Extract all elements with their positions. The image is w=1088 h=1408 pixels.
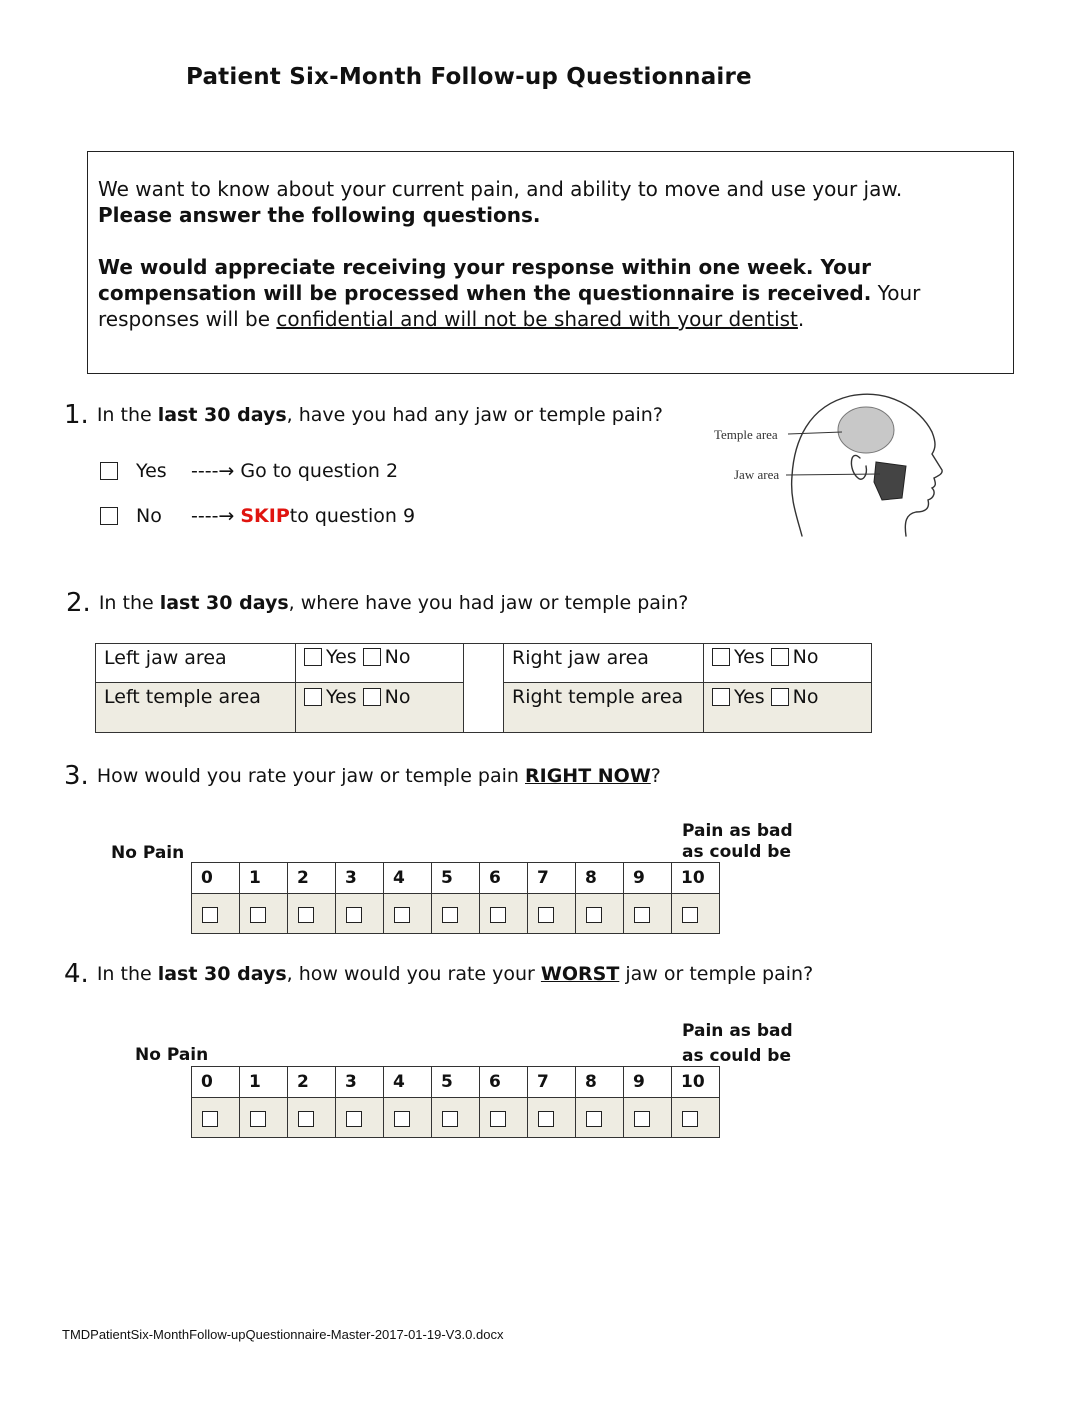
scale-cell (480, 894, 528, 934)
scale-value: 9 (624, 1067, 672, 1098)
question-text-pre: In the (98, 592, 160, 614)
response-deadline-text: We would appreciate receiving your response within one week. Your compensation will be processed when the questionnaire is received. (98, 255, 872, 305)
question-number: 3. (64, 761, 89, 791)
option-instruction: to question 9 (289, 505, 416, 527)
skip-label: SKIP (240, 505, 290, 527)
question-text-post: ? (650, 765, 661, 787)
left-temple-no-checkbox[interactable] (363, 688, 381, 706)
q4-no-pain-label: No Pain (135, 1045, 209, 1065)
scale-value: 10 (672, 1067, 720, 1098)
scale-value: 8 (576, 863, 624, 894)
rating-checkbox[interactable] (586, 907, 602, 923)
question-text-bold: last 30 days (159, 592, 289, 614)
question-text-post: jaw or temple pain? (619, 963, 814, 985)
question-text-pre: In the (96, 963, 158, 985)
rating-checkbox[interactable] (682, 1111, 698, 1127)
right-jaw-no-checkbox[interactable] (771, 648, 789, 666)
yes-label: Yes (734, 646, 765, 668)
scale-value: 4 (384, 1067, 432, 1098)
scale-numbers-row (192, 863, 720, 894)
question-text-pre: In the (96, 404, 158, 426)
yes-label: Yes (326, 686, 357, 708)
option-instruction: Go to question 2 (240, 460, 399, 482)
rating-checkbox[interactable] (634, 907, 650, 923)
scale-value: 7 (528, 863, 576, 894)
q3-worst-pain-label (682, 821, 793, 863)
question-number: 1. (64, 400, 89, 430)
question-text-post: , where have you had jaw or temple pain? (288, 592, 689, 614)
scale-cell (240, 894, 288, 934)
rating-checkbox[interactable] (298, 907, 314, 923)
table-row (96, 644, 872, 683)
left-temple-yes-checkbox[interactable] (304, 688, 322, 706)
q3-pain-scale (191, 862, 720, 934)
scale-value: 3 (336, 863, 384, 894)
temple-area-label: Temple area (714, 427, 778, 442)
question-1 (64, 400, 663, 430)
question-number: 4. (64, 959, 89, 989)
scale-value: 0 (192, 1067, 240, 1098)
left-jaw-no-checkbox[interactable] (363, 648, 381, 666)
rating-checkbox[interactable] (250, 1111, 266, 1127)
worst-pain-label-line-2: as could be (682, 842, 791, 862)
left-jaw-area-answer (296, 644, 464, 683)
scale-cell (288, 894, 336, 934)
scale-cell (576, 894, 624, 934)
no-label: No (792, 646, 819, 668)
rating-checkbox[interactable] (442, 907, 458, 923)
scale-cell (480, 1098, 528, 1138)
scale-value: 1 (240, 863, 288, 894)
scale-cell (384, 1098, 432, 1138)
rating-checkbox[interactable] (442, 1111, 458, 1127)
scale-checkbox-row (192, 894, 720, 934)
scale-value: 6 (480, 1067, 528, 1098)
q1-no-checkbox[interactable] (100, 507, 118, 525)
left-temple-area-answer (296, 683, 464, 733)
scale-value: 6 (480, 863, 528, 894)
question-text (97, 765, 661, 787)
scale-value: 10 (672, 863, 720, 894)
rating-checkbox[interactable] (202, 1111, 218, 1127)
scale-checkbox-row (192, 1098, 720, 1138)
scale-cell (336, 894, 384, 934)
option-label: No (136, 505, 162, 527)
arrow-icon: ----→ (191, 460, 235, 482)
scale-cell (576, 1098, 624, 1138)
question-text-emphasis: RIGHT NOW (525, 765, 651, 787)
scale-value: 4 (384, 863, 432, 894)
instructions-paragraph-1 (98, 176, 1003, 228)
rating-checkbox[interactable] (394, 1111, 410, 1127)
left-temple-area-label: Left temple area (96, 683, 296, 733)
yes-label: Yes (734, 686, 765, 708)
document-filename: TMDPatientSix-MonthFollow-upQuestionnaire-Master-2017-01-19-V3.0.docx (62, 1327, 504, 1342)
scale-value: 2 (288, 1067, 336, 1098)
question-4 (64, 959, 813, 989)
scale-value: 1 (240, 1067, 288, 1098)
rating-checkbox[interactable] (538, 1111, 554, 1127)
q4-worst-pain-label (682, 1019, 793, 1069)
question-text-post: , have you had any jaw or temple pain? (286, 404, 663, 426)
confidentiality-text: Your responses will be (98, 281, 921, 331)
scale-cell (384, 894, 432, 934)
period-text: . (797, 307, 805, 331)
scale-cell (624, 894, 672, 934)
question-2 (66, 588, 688, 618)
scale-value: 5 (432, 863, 480, 894)
question-3 (64, 761, 661, 791)
pain-location-table (95, 643, 872, 733)
scale-cell (288, 1098, 336, 1138)
rating-checkbox[interactable] (682, 907, 698, 923)
table-divider (464, 644, 504, 733)
scale-value: 9 (624, 863, 672, 894)
question-text-emphasis: WORST (540, 963, 620, 985)
question-text (97, 404, 663, 426)
scale-value: 2 (288, 863, 336, 894)
question-text-bold: last 30 days (157, 963, 287, 985)
temple-leader-line (788, 432, 842, 434)
option-label: Yes (136, 460, 167, 482)
right-temple-area-answer (704, 683, 872, 733)
scale-value: 7 (528, 1067, 576, 1098)
temple-area-shading (838, 407, 894, 453)
instructions-bold-text: Please answer the following questions. (98, 203, 541, 227)
scale-cell (528, 894, 576, 934)
rating-checkbox[interactable] (586, 1111, 602, 1127)
scale-cell (672, 894, 720, 934)
right-jaw-area-label: Right jaw area (504, 644, 704, 683)
scale-value: 5 (432, 1067, 480, 1098)
right-temple-area-label: Right temple area (504, 683, 704, 733)
right-jaw-area-answer (704, 644, 872, 683)
worst-pain-label-line-1: Pain as bad (682, 1021, 793, 1041)
arrow-icon: ----→ (191, 505, 235, 527)
rating-checkbox[interactable] (298, 1111, 314, 1127)
scale-cell (432, 1098, 480, 1138)
scale-cell (672, 1098, 720, 1138)
question-text (99, 592, 689, 614)
yes-label: Yes (326, 646, 357, 668)
instructions-text: We want to know about your current pain, and ability to move and use your jaw. (98, 177, 903, 201)
rating-checkbox[interactable] (250, 907, 266, 923)
right-jaw-yes-checkbox[interactable] (712, 648, 730, 666)
q4-pain-scale (191, 1066, 720, 1138)
page-title: Patient Six-Month Follow-up Questionnaire (186, 64, 752, 90)
right-temple-no-checkbox[interactable] (771, 688, 789, 706)
rating-checkbox[interactable] (490, 1111, 506, 1127)
rating-checkbox[interactable] (346, 1111, 362, 1127)
rating-checkbox[interactable] (346, 907, 362, 923)
rating-checkbox[interactable] (538, 907, 554, 923)
scale-cell (192, 1098, 240, 1138)
scale-cell (240, 1098, 288, 1138)
q1-option-no (100, 505, 415, 527)
question-text-mid: , how would you rate your (286, 963, 541, 985)
q1-yes-checkbox[interactable] (100, 462, 118, 480)
rating-checkbox[interactable] (490, 907, 506, 923)
scale-cell (336, 1098, 384, 1138)
jaw-area-shading (874, 462, 906, 500)
scale-value: 3 (336, 1067, 384, 1098)
instructions-paragraph-2 (98, 254, 1003, 332)
scale-numbers-row (192, 1067, 720, 1098)
scale-cell (192, 894, 240, 934)
question-text-pre: How would you rate your jaw or temple pain (96, 765, 525, 787)
question-text (97, 963, 813, 985)
jaw-area-label: Jaw area (734, 467, 780, 482)
q1-option-yes (100, 460, 398, 482)
left-jaw-yes-checkbox[interactable] (304, 648, 322, 666)
question-number: 2. (66, 588, 91, 618)
head-diagram (710, 386, 950, 550)
scale-value: 8 (576, 1067, 624, 1098)
rating-checkbox[interactable] (394, 907, 410, 923)
scale-cell (528, 1098, 576, 1138)
no-label: No (384, 686, 411, 708)
confidentiality-underlined-text: confidential and will not be shared with your dentist (276, 307, 798, 331)
q3-no-pain-label: No Pain (111, 843, 185, 863)
rating-checkbox[interactable] (634, 1111, 650, 1127)
question-text-bold: last 30 days (157, 404, 287, 426)
scale-cell (624, 1098, 672, 1138)
instructions-box (87, 151, 1014, 374)
left-jaw-area-label: Left jaw area (96, 644, 296, 683)
right-temple-yes-checkbox[interactable] (712, 688, 730, 706)
no-label: No (792, 686, 819, 708)
worst-pain-label-line-1: Pain as bad (682, 821, 793, 841)
scale-cell (432, 894, 480, 934)
worst-pain-label-line-2: as could be (682, 1046, 791, 1066)
rating-checkbox[interactable] (202, 907, 218, 923)
scale-value: 0 (192, 863, 240, 894)
no-label: No (384, 646, 411, 668)
